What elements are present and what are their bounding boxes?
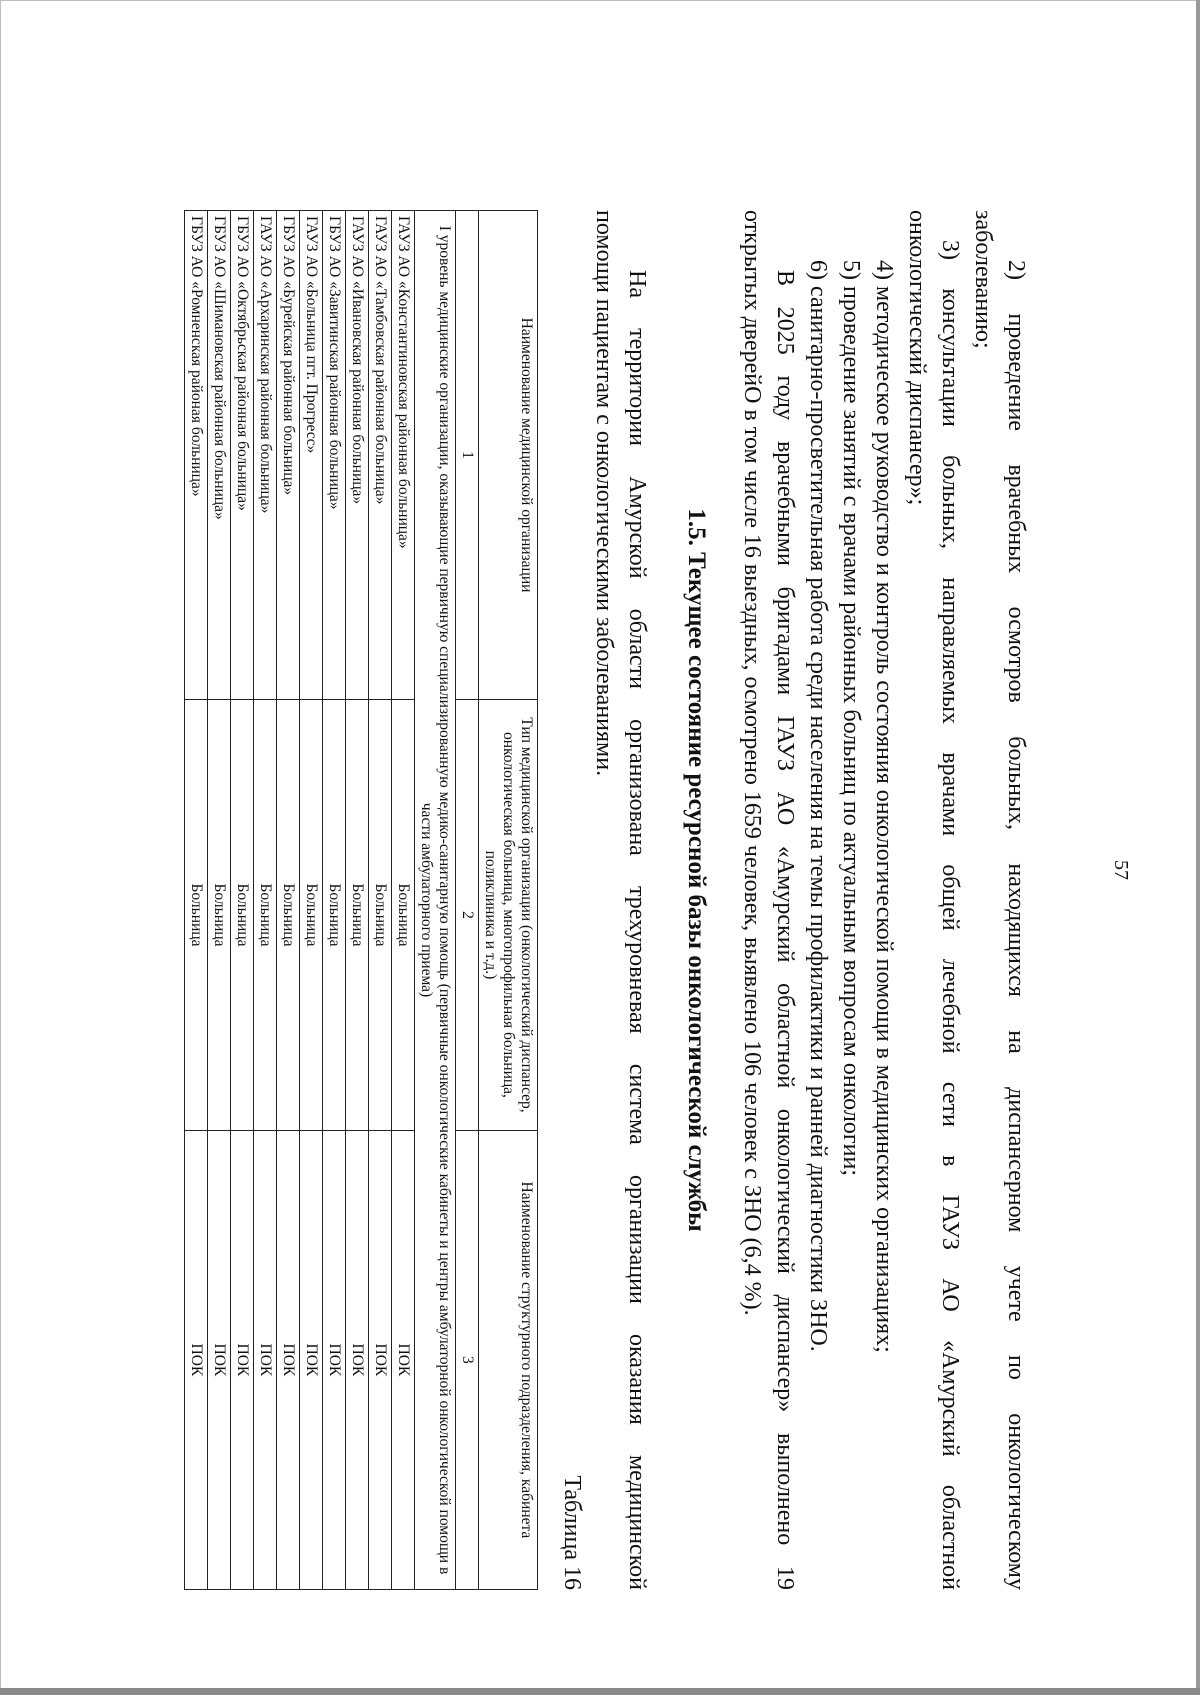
scan-edge-right [1196, 0, 1200, 1695]
table-row [254, 211, 277, 1590]
column-number-1: 1 [456, 211, 479, 700]
cell-org-name: ГАУЗ АО «Больница пгт. Прогресс» [300, 211, 323, 700]
cell-unit-name: ПОК [185, 1130, 208, 1589]
cell-org-type: Больница [185, 700, 208, 1131]
paragraph-item-2-cont: заболеванию; [970, 210, 996, 349]
table-row [323, 211, 346, 1590]
cell-org-type: Больница [369, 700, 392, 1131]
table-header-row [479, 211, 538, 1590]
scan-edge-bottom [0, 1688, 1200, 1695]
table-row [392, 211, 415, 1590]
cell-org-type: Больница [231, 700, 254, 1131]
cell-unit-name: ПОК [254, 1130, 277, 1589]
paragraph-item-5: 5) проведение занятий с врачами районных больниц по актуальным вопросам онкологии; [838, 260, 864, 1177]
resource-table [184, 210, 538, 1590]
header-org-name: Наименование медицинской организации [479, 211, 538, 700]
cell-org-type: Больница [277, 700, 300, 1131]
header-unit-name: Наименование структурного подразделения, кабинета [479, 1130, 538, 1589]
cell-unit-name: ПОК [277, 1130, 300, 1589]
cell-unit-name: ПОК [231, 1130, 254, 1589]
cell-org-name: ГБУЗ АО «Бурейская районная больница» [277, 211, 300, 700]
cell-org-type: Больница [254, 700, 277, 1131]
paragraph-item-4: 4) методическое руководство и контроль состояния онкологической помощи в медицинских организациях; [871, 260, 897, 1353]
cell-org-type: Больница [346, 700, 369, 1131]
cell-org-name: ГАУЗ АО «Архаринская районная больница» [254, 211, 277, 700]
cell-unit-name: ПОК [208, 1130, 231, 1589]
paragraph-item-3: 3) консультации больных, направляемых врачами общей лечебной сети в ГАУЗ АО «Амурский областной [937, 240, 963, 1590]
group-row-label: I уровень медицинские организации, оказывающие первичную специализированную медико-санитарную помощь (первичные онкологические кабинеты и центры амбулаторной онкологической помощи в части амбулаторного приема) [415, 211, 456, 1590]
cell-unit-name: ПОК [323, 1130, 346, 1589]
cell-org-type: Больница [392, 700, 415, 1131]
cell-org-name: ГАУЗ АО «Константиновская районная больница» [392, 211, 415, 700]
table-row [369, 211, 392, 1590]
cell-org-name: ГАУЗ АО «Ивановская районная больница» [346, 211, 369, 700]
paragraph-item-2: 2) проведение врачебных осмотров больных, находящихся на диспансерном учете по онкологическому [1003, 260, 1029, 1590]
cell-org-name: ГБУЗ АО «Октябрьская районная больница» [231, 211, 254, 700]
paragraph-item-3-cont: онкологический диспансер»; [904, 210, 930, 506]
table-row [346, 211, 369, 1590]
cell-unit-name: ПОК [392, 1130, 415, 1589]
cell-org-type: Больница [323, 700, 346, 1131]
cell-unit-name: ПОК [346, 1130, 369, 1589]
paragraph-brigades-cont: открытых дверейО в том числе 16 выездных, осмотрено 1659 человек, выявлено 106 человек с ЗНО (6,4 %). [739, 210, 765, 1316]
cell-org-name: ГБУЗ АО «Шимановская районная больница» [208, 211, 231, 700]
column-number-2: 2 [456, 700, 479, 1131]
table-row [185, 211, 208, 1590]
table-row [277, 211, 300, 1590]
column-number-3: 3 [456, 1130, 479, 1589]
cell-unit-name: ПОК [369, 1130, 392, 1589]
rotated-page [150, 100, 1150, 1640]
page-number: 57 [1110, 860, 1132, 880]
paragraph-system: На территории Амурской области организована трехуровневая система организации оказания медицинской [624, 270, 650, 1590]
paragraph-brigades: В 2025 году врачебными бригадами ГАУЗ АО «Амурский областной онкологический диспансер» выполнено 19 [772, 270, 798, 1590]
section-heading: 1.5. Текущее состояние ресурсной базы онкологической службы [683, 508, 710, 1232]
table-caption: Таблица 16 [559, 1475, 585, 1590]
cell-org-type: Больница [208, 700, 231, 1131]
cell-org-name: ГБУЗ АО «Ромненская районая больница» [185, 211, 208, 700]
table-column-number-row [456, 211, 479, 1590]
table-group-row [415, 211, 456, 1590]
header-org-type: Тип медицинской организации (онкологический диспансер, онкологическая больница, многопрофильная больница, поликлиника и т.д.) [479, 700, 538, 1131]
cell-org-type: Больница [300, 700, 323, 1131]
table-row [231, 211, 254, 1590]
cell-org-name: ГБУЗ АО «Завитинская районная больница» [323, 211, 346, 700]
cell-org-name: ГАУЗ АО «Тамбовская районная больница» [369, 211, 392, 700]
table-row [208, 211, 231, 1590]
table-row [300, 211, 323, 1590]
cell-unit-name: ПОК [300, 1130, 323, 1589]
paragraph-item-6: 6) санитарно-просветительная работа среди населения на темы профилактики и ранней диагностики ЗНО. [805, 260, 831, 1352]
paragraph-system-cont: помощи пациентам с онкологическими заболеваниями. [591, 210, 617, 777]
